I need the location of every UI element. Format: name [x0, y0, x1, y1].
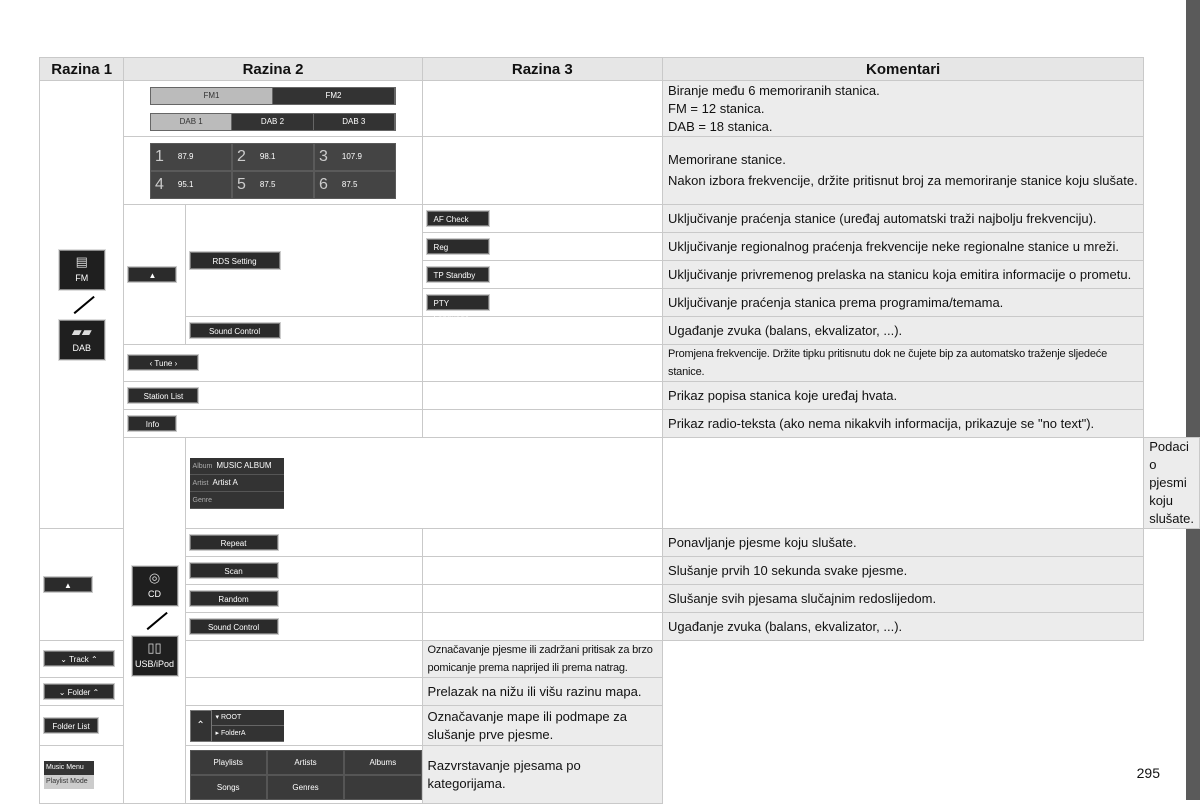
sound-control-button[interactable]: Sound Control [190, 619, 278, 634]
comment-cell: Označavanje mape ili podmape za slušanje prve pjesme. [422, 706, 662, 746]
track-button[interactable]: ⌄ Track ⌃ [44, 651, 114, 666]
music-menu-button[interactable]: Music Menu [44, 761, 94, 775]
disc-icon: ◎ [148, 569, 161, 585]
comment-cell: Prelazak na nižu ili višu razinu mapa. [422, 678, 662, 706]
tree-up-button[interactable]: ⌃ [190, 710, 212, 742]
station-list-button[interactable]: Station List [128, 388, 198, 403]
preset-button[interactable]: 5 87.5 [232, 171, 314, 199]
category-artists[interactable]: Artists [267, 750, 344, 775]
usb-label: USB/iPod [134, 658, 175, 669]
comment-cell: Označavanje pjesme ili zadržani pritisak za brzo pomicanje prema naprijed ili prema natrag. [422, 641, 662, 678]
af-check-button[interactable]: AF Check [427, 211, 489, 226]
tree-folder-item[interactable]: ▸ FolderA [212, 726, 284, 742]
usb-source-button[interactable] [132, 636, 178, 676]
category-empty [344, 775, 421, 800]
table-row [40, 137, 1200, 205]
random-button[interactable]: Random [190, 591, 278, 606]
table-row [40, 641, 1200, 678]
radio-icon: ▤ [75, 253, 88, 269]
tab-fm1[interactable]: FM1 [151, 88, 273, 104]
reg-button[interactable]: Reg [427, 239, 489, 254]
comment-cell: Promjena frekvencije. Držite tipku pritisnutu dok ne čujete bip za automatsko traženje sljedeće stanice. [663, 345, 1144, 382]
comment-cell: Razvrstavanje pjesama po kategorijama. [422, 746, 662, 804]
tp-standby-button[interactable]: TP Standby [427, 267, 489, 282]
sound-control-button[interactable]: Sound Control [190, 323, 280, 338]
page-number: 295 [1136, 765, 1160, 781]
header-row [40, 58, 1200, 81]
comment-cell: Uključivanje regionalnog praćenja frekvencije neke regionalne stanice u mreži. [663, 233, 1144, 261]
dab-source-button[interactable] [59, 320, 105, 360]
tab-dab1[interactable]: DAB 1 [151, 114, 232, 130]
fm-source-button[interactable] [59, 250, 105, 290]
comment-cell: Ponavljanje pjesme koju slušate. [663, 529, 1144, 557]
pty-language-button[interactable]: PTY Language [427, 295, 489, 310]
preset-button[interactable]: 1 87.9 [150, 143, 232, 171]
up-button[interactable]: ▲ [128, 267, 176, 282]
table-row [40, 410, 1200, 438]
menu-table [39, 57, 1200, 804]
comment-cell: Uključivanje praćenja stanica prema programima/temama. [663, 289, 1144, 317]
repeat-button[interactable]: Repeat [190, 535, 278, 550]
category-grid [190, 750, 422, 800]
table-row [40, 438, 1200, 529]
comment-cell: Slušanje prvih 10 sekunda svake pjesme. [663, 557, 1144, 585]
radio-source-cell [40, 81, 124, 529]
table-row [40, 585, 1200, 613]
table-row [40, 529, 1200, 557]
preset-button[interactable]: 2 98.1 [232, 143, 314, 171]
table-row [40, 678, 1200, 706]
playlist-mode-button[interactable]: Playlist Mode [44, 775, 94, 789]
comment-cell: Ugađanje zvuka (balans, ekvalizator, ...). [663, 317, 1144, 345]
table-row [40, 382, 1200, 410]
fm-band-tabs [150, 87, 396, 105]
preset-button[interactable]: 6 87.5 [314, 171, 396, 199]
comment-cell: Slušanje svih pjesama slučajnim redoslijedom. [663, 585, 1144, 613]
usb-ipod-icon: ▯▯ [147, 639, 162, 655]
comment-cell: Uključivanje privremenog prelaska na stanicu koja emitira informacije o prometu. [663, 261, 1144, 289]
track-info-panel: Album MUSIC ALBUM Artist Artist A Genre [190, 458, 284, 509]
folder-list-button[interactable]: Folder List [44, 718, 98, 733]
table-row [40, 317, 1200, 345]
category-playlists[interactable]: Playlists [190, 750, 267, 775]
music-menu-panel [44, 761, 94, 789]
scan-button[interactable]: Scan [190, 563, 278, 578]
preset-grid [150, 143, 396, 199]
presets-cell [124, 137, 422, 205]
table-row [40, 613, 1200, 641]
category-songs[interactable]: Songs [190, 775, 267, 800]
table-row [40, 81, 1200, 137]
cd-source-button[interactable] [132, 566, 178, 606]
comment-cell: Ugađanje zvuka (balans, ekvalizator, ...). [663, 613, 1144, 641]
tab-dab2[interactable]: DAB 2 [232, 114, 313, 130]
header-comments: Komentari [663, 58, 1144, 81]
up-button[interactable]: ▲ [44, 577, 92, 592]
comment-cell: Prikaz radio-teksta (ako nema nikakvih informacija, prikazuje se "no text"). [663, 410, 1144, 438]
comment-cell: Memorirane stanice. Nakon izbora frekvencije, držite pritisnut broj za memoriranje stanice koju slušate. [663, 137, 1144, 205]
comment-cell: Biranje među 6 memoriranih stanica. FM = 12 stanica. DAB = 18 stanica. [663, 81, 1144, 137]
folder-tree [190, 710, 284, 742]
category-albums[interactable]: Albums [344, 750, 421, 775]
category-genres[interactable]: Genres [267, 775, 344, 800]
table-row [40, 557, 1200, 585]
preset-button[interactable]: 3 107.9 [314, 143, 396, 171]
divider-slash [144, 611, 166, 631]
info-button[interactable]: Info [128, 416, 176, 431]
folder-button[interactable]: ⌄ Folder ⌃ [44, 684, 114, 699]
tree-root-item[interactable]: ▾ ROOT [212, 710, 284, 726]
table-row [40, 706, 1200, 746]
tune-button[interactable]: ‹ Tune › [128, 355, 198, 370]
table-row [40, 205, 1200, 233]
table-row [40, 345, 1200, 382]
header-level2: Razina 2 [124, 58, 422, 81]
comment-cell: Prikaz popisa stanica koje uređaj hvata. [663, 382, 1144, 410]
comment-cell: Podaci o pjesmi koju slušate. [1144, 438, 1200, 529]
rds-setting-button[interactable]: RDS Setting [190, 252, 280, 269]
table-row [40, 746, 1200, 804]
divider-slash [71, 295, 93, 315]
band-tabs-cell [124, 81, 422, 137]
tab-dab3[interactable]: DAB 3 [314, 114, 395, 130]
dab-icon: ▰▰ [71, 323, 92, 339]
comment-cell: Uključivanje praćenja stanice (uređaj automatski traži najbolju frekvenciju). [663, 205, 1144, 233]
header-level1: Razina 1 [40, 58, 124, 81]
header-level3: Razina 3 [422, 58, 662, 81]
tab-fm2[interactable]: FM2 [273, 88, 395, 104]
dab-band-tabs [150, 113, 396, 131]
dab-label: DAB [72, 342, 91, 353]
fm-label: FM [75, 272, 89, 283]
preset-button[interactable]: 4 95.1 [150, 171, 232, 199]
cd-label: CD [148, 588, 161, 599]
